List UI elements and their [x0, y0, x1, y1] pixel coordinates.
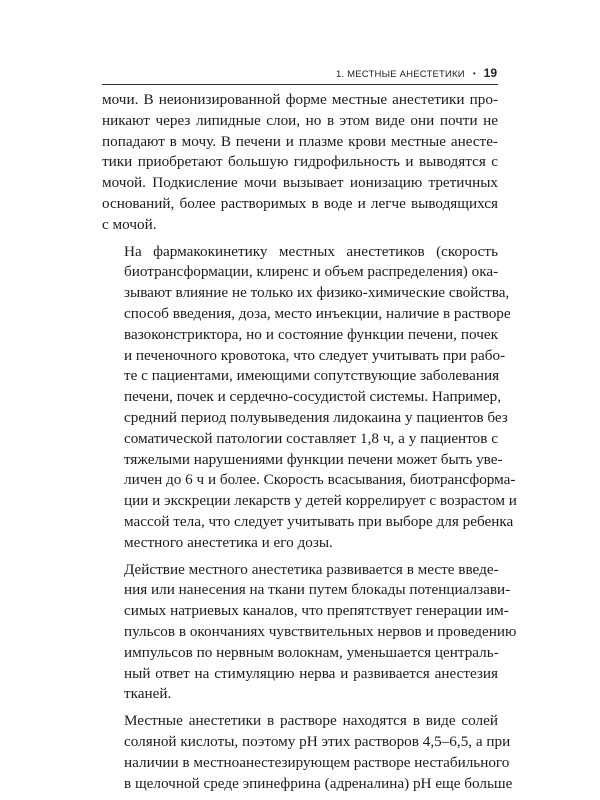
header-bullet: •: [472, 69, 476, 78]
text-line: Местные анестетики в растворе находятся в виде солей: [124, 712, 498, 730]
text-line: ния или нанесения на ткани путем блокады потенциалзави-: [124, 581, 511, 599]
text-line: ный ответ на стимуляцию нерва и развивается анестезия: [124, 664, 498, 682]
paragraph: [102, 90, 498, 236]
text-line: На фармакокинетику местных анестетиков (скорость: [124, 242, 498, 260]
text-line: никают через липидные слои, но в этом виде они почти не: [102, 111, 498, 129]
text-line: тяжелыми нарушениями функции печени может быть уве-: [124, 450, 503, 468]
body-text: [102, 90, 517, 800]
text-line: тканей.: [124, 685, 172, 703]
text-line: Действие местного анестетика развивается в месте введе-: [124, 560, 499, 578]
text-line: пульсов в окончаниях чувствительных нервов и проведению: [124, 622, 517, 640]
text-line: наличии в местноанестезирующем растворе нестабильного: [124, 753, 510, 771]
text-line: в щелочной среде эпинефрина (адреналина) pH еще больше: [124, 774, 513, 792]
text-line: и печеночного кровотока, что следует учитывать при рабо-: [124, 346, 506, 364]
header-rule: [102, 84, 498, 85]
text-line: мочой. Подкисление мочи вызывает ионизацию третичных: [102, 174, 498, 192]
section-title: 1. МЕСТНЫЕ АНЕСТЕТИКИ: [336, 69, 465, 80]
text-line: импульсов по нервным волокнам, уменьшается централь-: [124, 643, 499, 661]
text-line: личен до 6 ч и более. Скорость всасывания, биотрансформа-: [124, 471, 516, 489]
text-line: оснований, более растворимых в воде и легче выводящихся: [102, 194, 498, 212]
text-line: зывают влияние не только их физико-химические свойства,: [124, 284, 510, 302]
running-header: [336, 66, 497, 80]
text-line: средний период полувыведения лидокаина у пациентов без: [124, 408, 508, 426]
page-number: 19: [483, 66, 497, 80]
text-line: печени, почек и сердечно-сосудистой системы. Например,: [124, 388, 502, 406]
paragraph: [102, 711, 513, 794]
text-line: с мочой.: [102, 215, 157, 233]
text-line: тики приобретают большую гидрофильность и выводятся с: [102, 153, 498, 171]
text-line: соляной кислоты, поэтому pH этих растворов 4,5–6,5, а при: [124, 732, 511, 750]
text-line: соматической патологии составляет 1,8 ч, а у пациентов с: [124, 429, 498, 447]
paragraph: [102, 242, 517, 554]
text-line: ции и экскреции лекарств у детей коррелирует с возрастом и: [124, 492, 517, 510]
text-line: симых натриевых каналов, что препятствует генерации им-: [124, 602, 509, 620]
text-line: способ введения, доза, место инъекции, наличие в растворе: [124, 304, 511, 322]
text-line: мочи. В неионизированной форме местные анестетики про-: [102, 91, 498, 108]
text-line: массой тела, что следует учитывать при выборе для ребенка: [124, 512, 514, 530]
text-line: биотрансформации, клиренс и объем распределения) ока-: [124, 263, 499, 281]
paragraph: [102, 560, 517, 706]
text-line: те с пациентами, имеющими сопутствующие заболевания: [124, 367, 500, 385]
text-line: попадают в мочу. В печени и плазме крови местные анесте-: [102, 132, 498, 150]
text-line: вазоконстриктора, но и состояние функции печени, почек: [124, 325, 498, 343]
text-line: местного анестетика и его дозы.: [124, 533, 333, 551]
